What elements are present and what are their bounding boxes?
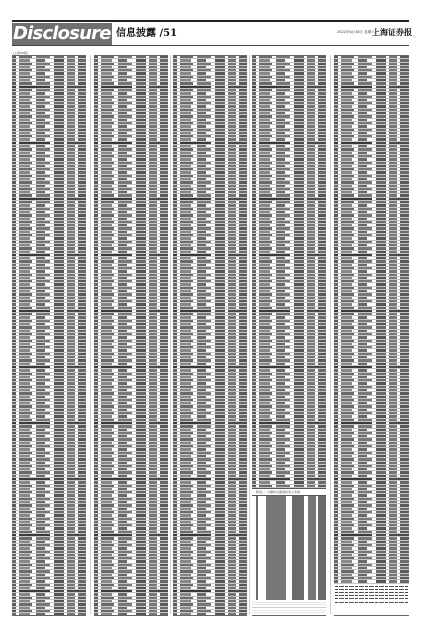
table-column-3 (173, 55, 247, 616)
newspaper-name: 上海证券报 (372, 27, 412, 37)
footnote-block (334, 584, 409, 615)
wordmark-text: Disclosure (13, 23, 111, 44)
disclosure-wordmark (12, 23, 112, 45)
subtable-heading (252, 488, 326, 496)
table-column-5 (334, 55, 409, 616)
footnote-line (335, 598, 409, 599)
column-divider (170, 55, 171, 614)
footnote-line (335, 595, 409, 596)
issue-date: 2022年6月18日 星期六 (337, 30, 375, 34)
footnote-line (335, 586, 409, 587)
subtable-row (252, 597, 326, 600)
column-divider (249, 55, 250, 614)
footnote-line (335, 602, 409, 603)
table-column-1 (12, 55, 86, 616)
subtable-heading-text: 附表二: 大额持仓基金持有人名单 (256, 490, 300, 494)
masthead-bottom-rule (12, 45, 409, 46)
column-divider (330, 55, 331, 614)
table-column-4 (252, 55, 326, 616)
masthead (12, 20, 412, 46)
holder-subtable (252, 496, 326, 615)
column-divider (90, 55, 91, 614)
masthead-top-rule (12, 20, 409, 22)
footnote-line (335, 592, 409, 593)
continued-label: (上接50版) (13, 51, 29, 55)
table-column-2 (94, 55, 168, 616)
footnote-line (335, 589, 409, 590)
section-title: 信息披露 /51 (116, 28, 178, 39)
